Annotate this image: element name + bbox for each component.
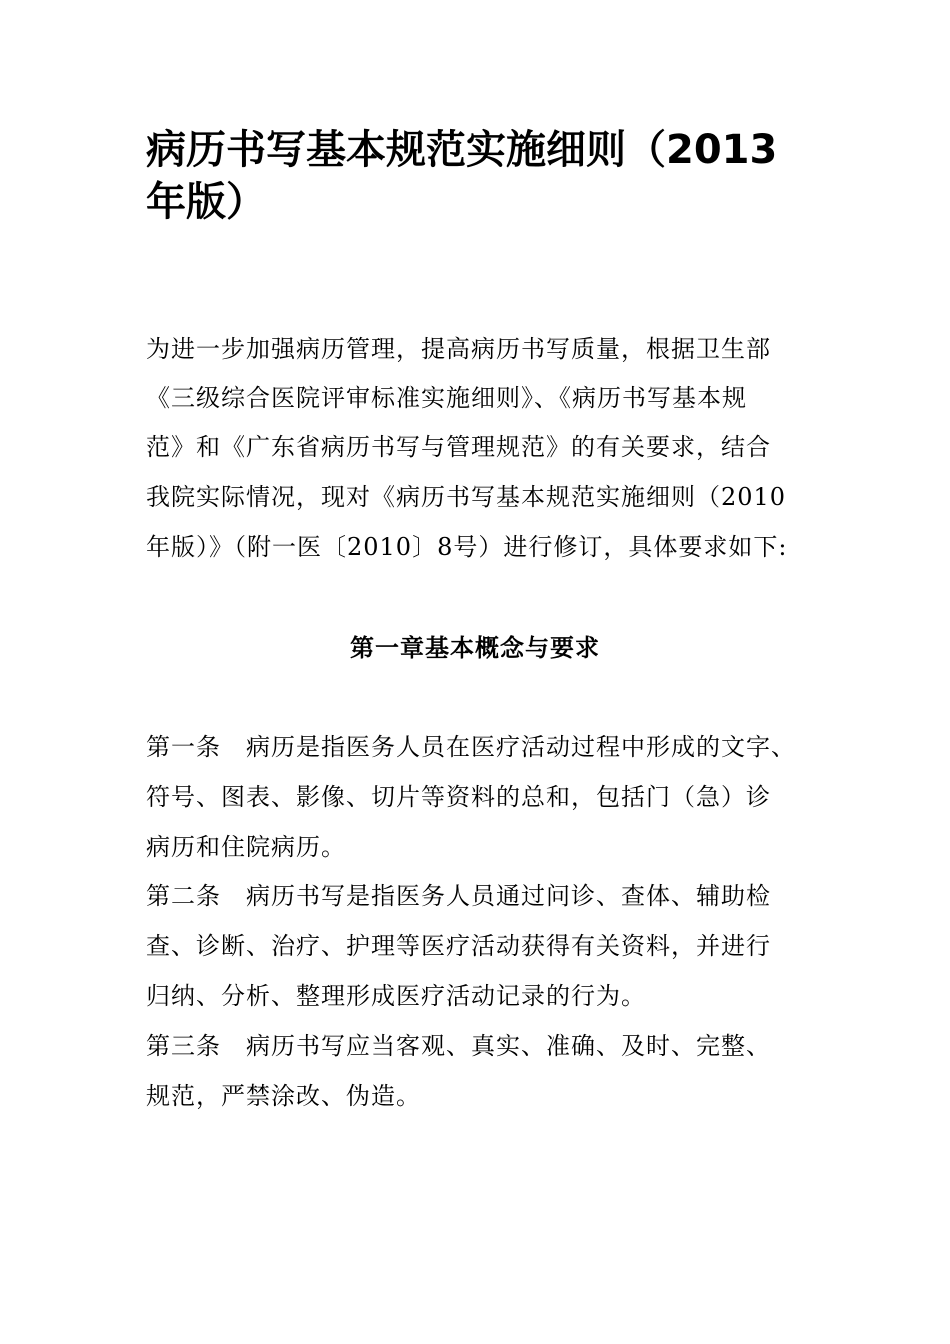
document-title: 病历书写基本规范实施细则（2013年版） [146,127,778,225]
article-line: 第二条 病历书写是指医务人员通过问诊、查体、辅助检 [146,882,771,910]
intro-line: 我院实际情况，现对《病历书写基本规范实施细则（2010 [146,483,787,511]
intro-line: 年版）》（附一医〔2010〕8号）进行修订，具体要求如下: [146,533,788,561]
article-line: 病历和住院病历。 [146,833,346,861]
intro-line: 为进一步加强病历管理，提高病历书写质量，根据卫生部 [146,335,771,363]
intro-line: 《三级综合医院评审标准实施细则》、《病历书写基本规 [146,384,747,412]
intro-line: 范》和《广东省病历书写与管理规范》的有关要求，结合 [146,433,771,461]
article-line: 规范，严禁涂改、伪造。 [146,1082,421,1110]
article-line: 查、诊断、治疗、护理等医疗活动获得有关资料，并进行 [146,932,771,960]
article-line: 第一条 病历是指医务人员在医疗活动过程中形成的文字、 [146,733,796,761]
article-line: 第三条 病历书写应当客观、真实、准确、及时、完整、 [146,1032,771,1060]
article-line: 归纳、分析、整理形成医疗活动记录的行为。 [146,982,646,1010]
article-line: 符号、图表、影像、切片等资料的总和，包括门（急）诊 [146,783,771,811]
chapter-heading: 第一章基本概念与要求 [350,634,600,662]
